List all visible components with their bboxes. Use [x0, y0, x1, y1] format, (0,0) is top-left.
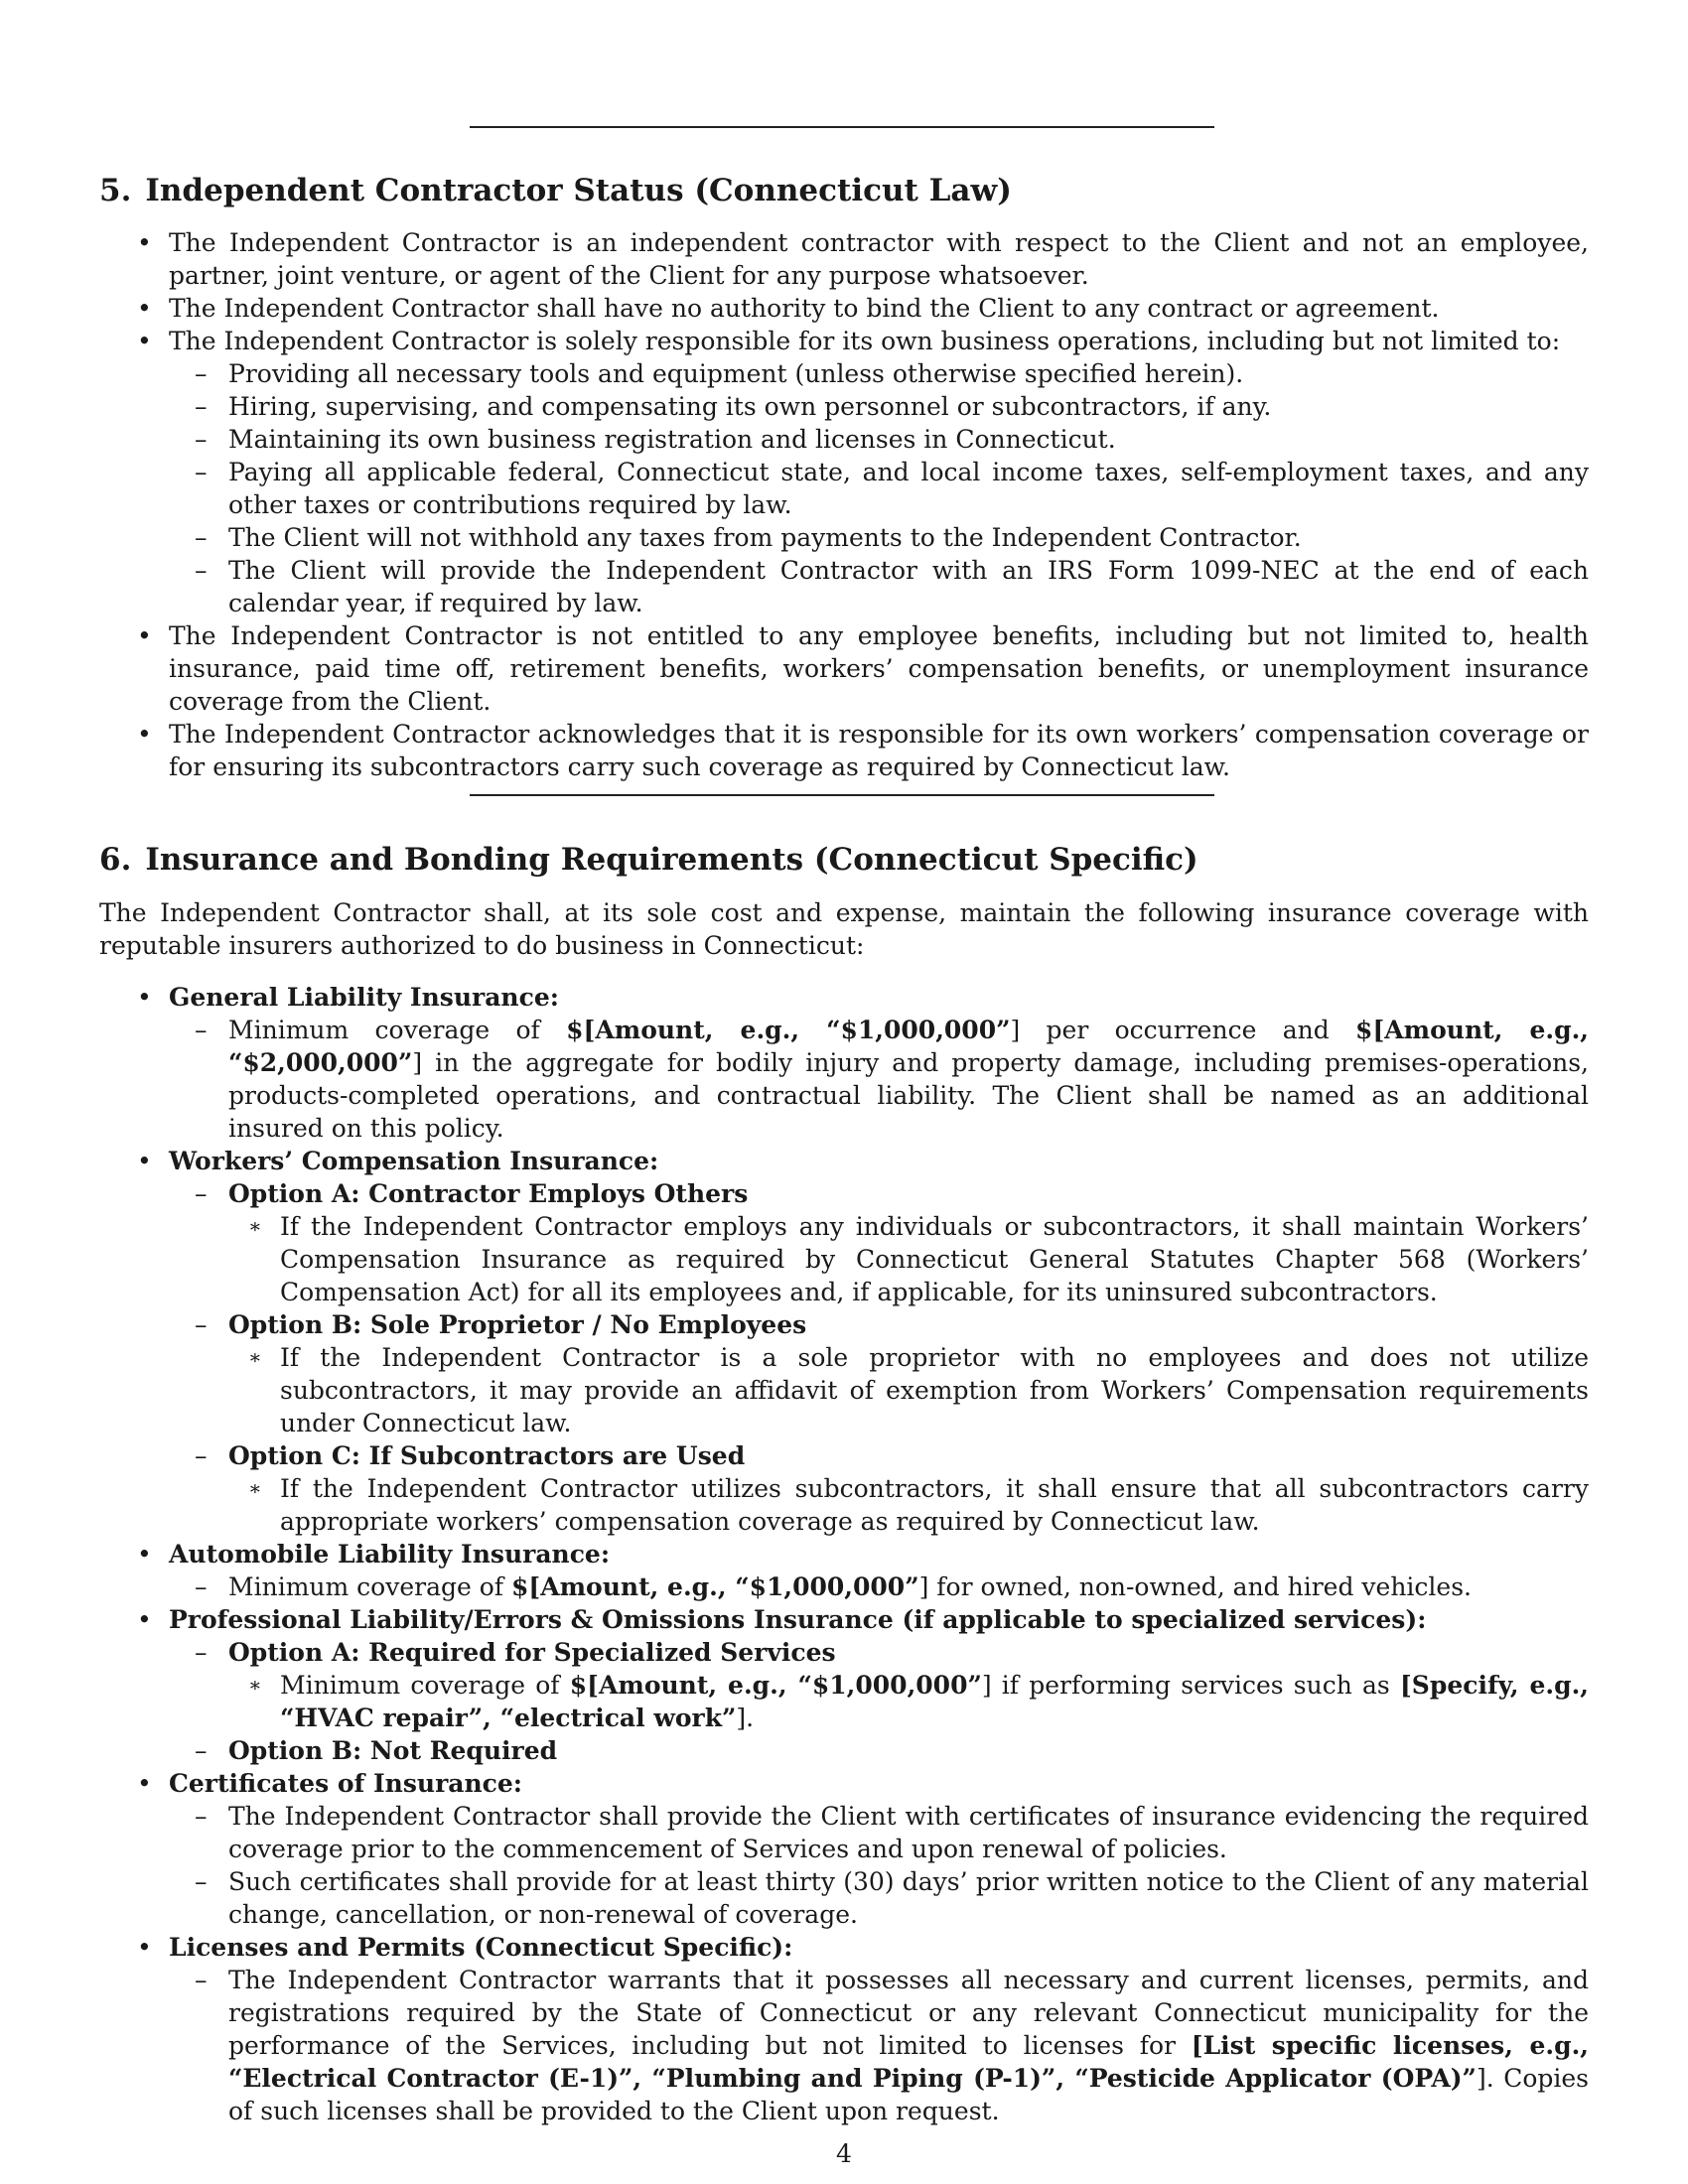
list-item-text: Such certificates shall provide for at least thirty (30) days’ prior written notice to the Client of any material change, cancellation, or non-renewal of coverage. [228, 1867, 1589, 1929]
section-title-text: Insurance and Bonding Requirements (Connecticut Specific) [145, 842, 1198, 878]
option-heading: Option B: Not Required [228, 1736, 558, 1765]
list-item-text: If the Independent Contractor is a sole proprietor with no employees and does not utilize subcontractors, it may provide an affidavit of exemption from Workers’ Compensation requirements under Connecticut law. [280, 1343, 1589, 1437]
text-run: Minimum coverage of [228, 1572, 511, 1601]
text-run: The Independent Contractor warrants that it possesses all necessary and current licenses, permits, and registrations required by the State of Connecticut or any relevant Connecticut municipality for the performance of the Services, including but not limited to licenses for [228, 1966, 1589, 2060]
dash-marker: – [195, 359, 208, 388]
section-5-list [99, 226, 1589, 783]
list-item-text: If the Independent Contractor employs any individuals or subcontractors, it shall maintain Workers’ Compensation Insurance as required by Connecticut General Statutes Chapter 568 (Workers’ Compensation Act) for all its employees and, if applicable, for its uninsured subcontractors. [280, 1212, 1589, 1306]
placeholder-amount: $[Amount, e.g., “$1,000,000” [569, 1671, 982, 1700]
dash-marker: – [195, 556, 208, 585]
item-heading: Professional Liability/Errors & Omissions Insurance (if applicable to specialized services): [169, 1605, 1427, 1634]
item-heading: General Liability Insurance: [169, 983, 559, 1012]
dash-marker: – [195, 1638, 208, 1667]
section-number: 6. [99, 842, 132, 878]
sub-list-item [99, 423, 1589, 456]
placeholder-amount: $[Amount, e.g., “$1,000,000” [566, 1016, 1011, 1044]
text-run: ]. [736, 1704, 755, 1732]
star-marker: ∗ [248, 1476, 262, 1500]
dash-marker: – [195, 1572, 208, 1601]
dash-marker: – [195, 523, 208, 552]
item-heading: Automobile Liability Insurance: [169, 1540, 611, 1569]
list-item-workers-comp [99, 1145, 1589, 1177]
option-heading: Option A: Contractor Employs Others [228, 1179, 749, 1208]
list-item-professional-liability [99, 1603, 1589, 1636]
section-6-intro: The Independent Contractor shall, at its sole cost and expense, maintain the following insurance coverage with reputable insurers authorized to do business in Connecticut: [99, 898, 1589, 960]
sub-list-item [99, 1177, 1589, 1210]
sub-list-item [99, 1964, 1589, 2127]
bullet-marker: • [137, 1769, 152, 1798]
text-run: ]. Copies of such licenses shall be provided to the Client upon request. [228, 2064, 1589, 2125]
star-marker: ∗ [248, 1673, 262, 1697]
item-heading: Workers’ Compensation Insurance: [169, 1147, 659, 1175]
placeholder-amount: $[Amount, e.g., “$2,000,000” [228, 1016, 1589, 1077]
dash-marker: – [195, 1736, 208, 1765]
list-item-text: The Independent Contractor acknowledges that it is responsible for its own workers’ compensation coverage or for ensuring its subcontractors carry such coverage as required by Connecticut law. [169, 720, 1589, 781]
sub-list-item [99, 1865, 1589, 1931]
dash-marker: – [195, 1179, 208, 1208]
page-number: 4 [836, 2139, 852, 2168]
dash-marker: – [195, 425, 208, 454]
list-item-auto-liability [99, 1538, 1589, 1570]
list-item-general-liability [99, 981, 1589, 1014]
bullet-marker: • [137, 720, 152, 749]
list-item [99, 325, 1589, 357]
list-item-text: The Independent Contractor is an independent contractor with respect to the Client and not an employee, partner, joint venture, or agent of the Client for any purpose whatsoever. [169, 228, 1589, 290]
list-item [99, 619, 1589, 718]
section-number: 5. [99, 173, 132, 208]
option-heading: Option C: If Subcontractors are Used [228, 1441, 746, 1470]
option-heading: Option B: Sole Proprietor / No Employees [228, 1310, 807, 1339]
text-run: ] in the aggregate for bodily injury and property damage, including premises-operations, products-completed operations, and contractual liability. The Client shall be named as an additional insured on this policy. [228, 1048, 1589, 1143]
sub-list-item [99, 1014, 1589, 1145]
sub-sub-list-item [99, 1472, 1589, 1538]
dash-marker: – [195, 1441, 208, 1470]
list-item-text: The Independent Contractor is not entitled to any employee benefits, including but not limited to, health insurance, paid time off, retirement benefits, workers’ compensation benefits, or unemployment insurance coverage from the Client. [169, 621, 1589, 716]
sub-list-item [99, 521, 1589, 554]
sub-list-item [99, 1570, 1589, 1603]
text-run: Minimum coverage of [280, 1671, 570, 1700]
section-title-text: Independent Contractor Status (Connecticut Law) [145, 173, 1012, 208]
star-marker: ∗ [248, 1214, 262, 1238]
sub-list-item [99, 1308, 1589, 1341]
dash-marker: – [195, 1966, 208, 1994]
section-divider [470, 794, 1214, 796]
dash-marker: – [195, 458, 208, 486]
bullet-marker: • [137, 294, 152, 323]
star-marker: ∗ [248, 1345, 262, 1369]
sub-list-item [99, 1636, 1589, 1669]
list-item-text: The Independent Contractor shall provide the Client with certificates of insurance evidencing the required coverage prior to the commencement of Services and upon renewal of policies. [228, 1802, 1589, 1863]
sub-list-item [99, 357, 1589, 390]
sub-list-item [99, 1439, 1589, 1472]
list-item-text: Hiring, supervising, and compensating its own personnel or subcontractors, if any. [228, 392, 1272, 421]
section-6-list [99, 981, 1589, 2127]
list-item-text: The Client will not withhold any taxes from payments to the Independent Contractor. [228, 523, 1302, 552]
dash-marker: – [195, 1867, 208, 1896]
list-item [99, 292, 1589, 325]
bullet-marker: • [137, 327, 152, 355]
list-item-text: Maintaining its own business registration and licenses in Connecticut. [228, 425, 1116, 454]
section-5-title [99, 173, 1012, 208]
sub-list-item [99, 554, 1589, 619]
list-item [99, 718, 1589, 783]
list-item [99, 226, 1589, 292]
bullet-marker: • [137, 1933, 152, 1962]
sub-list-item [99, 1734, 1589, 1767]
placeholder-amount: $[Amount, e.g., “$1,000,000” [510, 1572, 919, 1601]
text-run: ] if performing services such as [981, 1671, 1400, 1700]
bullet-marker: • [137, 621, 152, 650]
sub-list-item [99, 1800, 1589, 1865]
list-item-text: Paying all applicable federal, Connecticut state, and local income taxes, self-employment taxes, and any other taxes or contributions required by law. [228, 458, 1589, 519]
list-item-certificates [99, 1767, 1589, 1800]
text-run: Minimum coverage of [228, 1016, 567, 1044]
bullet-marker: • [137, 228, 152, 257]
dash-marker: – [195, 1802, 208, 1831]
list-item-text: The Independent Contractor is solely responsible for its own business operations, including but not limited to: [169, 327, 1561, 355]
dash-marker: – [195, 1016, 208, 1044]
sub-list-item [99, 456, 1589, 521]
dash-marker: – [195, 1310, 208, 1339]
list-item-licenses [99, 1931, 1589, 1964]
list-item-text: Providing all necessary tools and equipment (unless otherwise specified herein). [228, 359, 1244, 388]
placeholder-services: [Specify, e.g., “HVAC repair”, “electrical work” [280, 1671, 1589, 1732]
top-rule [470, 126, 1214, 128]
dash-marker: – [195, 392, 208, 421]
sub-list-item [99, 390, 1589, 423]
item-heading: Certificates of Insurance: [169, 1769, 523, 1798]
bullet-marker: • [137, 983, 152, 1012]
list-item-text: The Independent Contractor shall have no authority to bind the Client to any contract or agreement. [169, 294, 1440, 323]
sub-sub-list-item [99, 1210, 1589, 1308]
list-item-text: The Client will provide the Independent Contractor with an IRS Form 1099-NEC at the end of each calendar year, if required by law. [228, 556, 1589, 617]
text-run: ] per occurrence and [1010, 1016, 1356, 1044]
bullet-marker: • [137, 1605, 152, 1634]
placeholder-licenses: [List specific licenses, e.g., “Electrical Contractor (E-1)”, “Plumbing and Piping (P-1)”, “Pesticide Applicator (OPA)” [228, 2031, 1589, 2093]
text-run: ] for owned, non-owned, and hired vehicles. [918, 1572, 1472, 1601]
bullet-marker: • [137, 1147, 152, 1175]
sub-sub-list-item [99, 1341, 1589, 1439]
option-heading: Option A: Required for Specialized Services [228, 1638, 836, 1667]
item-heading: Licenses and Permits (Connecticut Specific): [169, 1933, 793, 1962]
list-item-text: If the Independent Contractor utilizes subcontractors, it shall ensure that all subcontractors carry appropriate workers’ compensation coverage as required by Connecticut law. [280, 1474, 1589, 1536]
section-6-title [99, 842, 1198, 878]
bullet-marker: • [137, 1540, 152, 1569]
sub-sub-list-item [99, 1669, 1589, 1734]
